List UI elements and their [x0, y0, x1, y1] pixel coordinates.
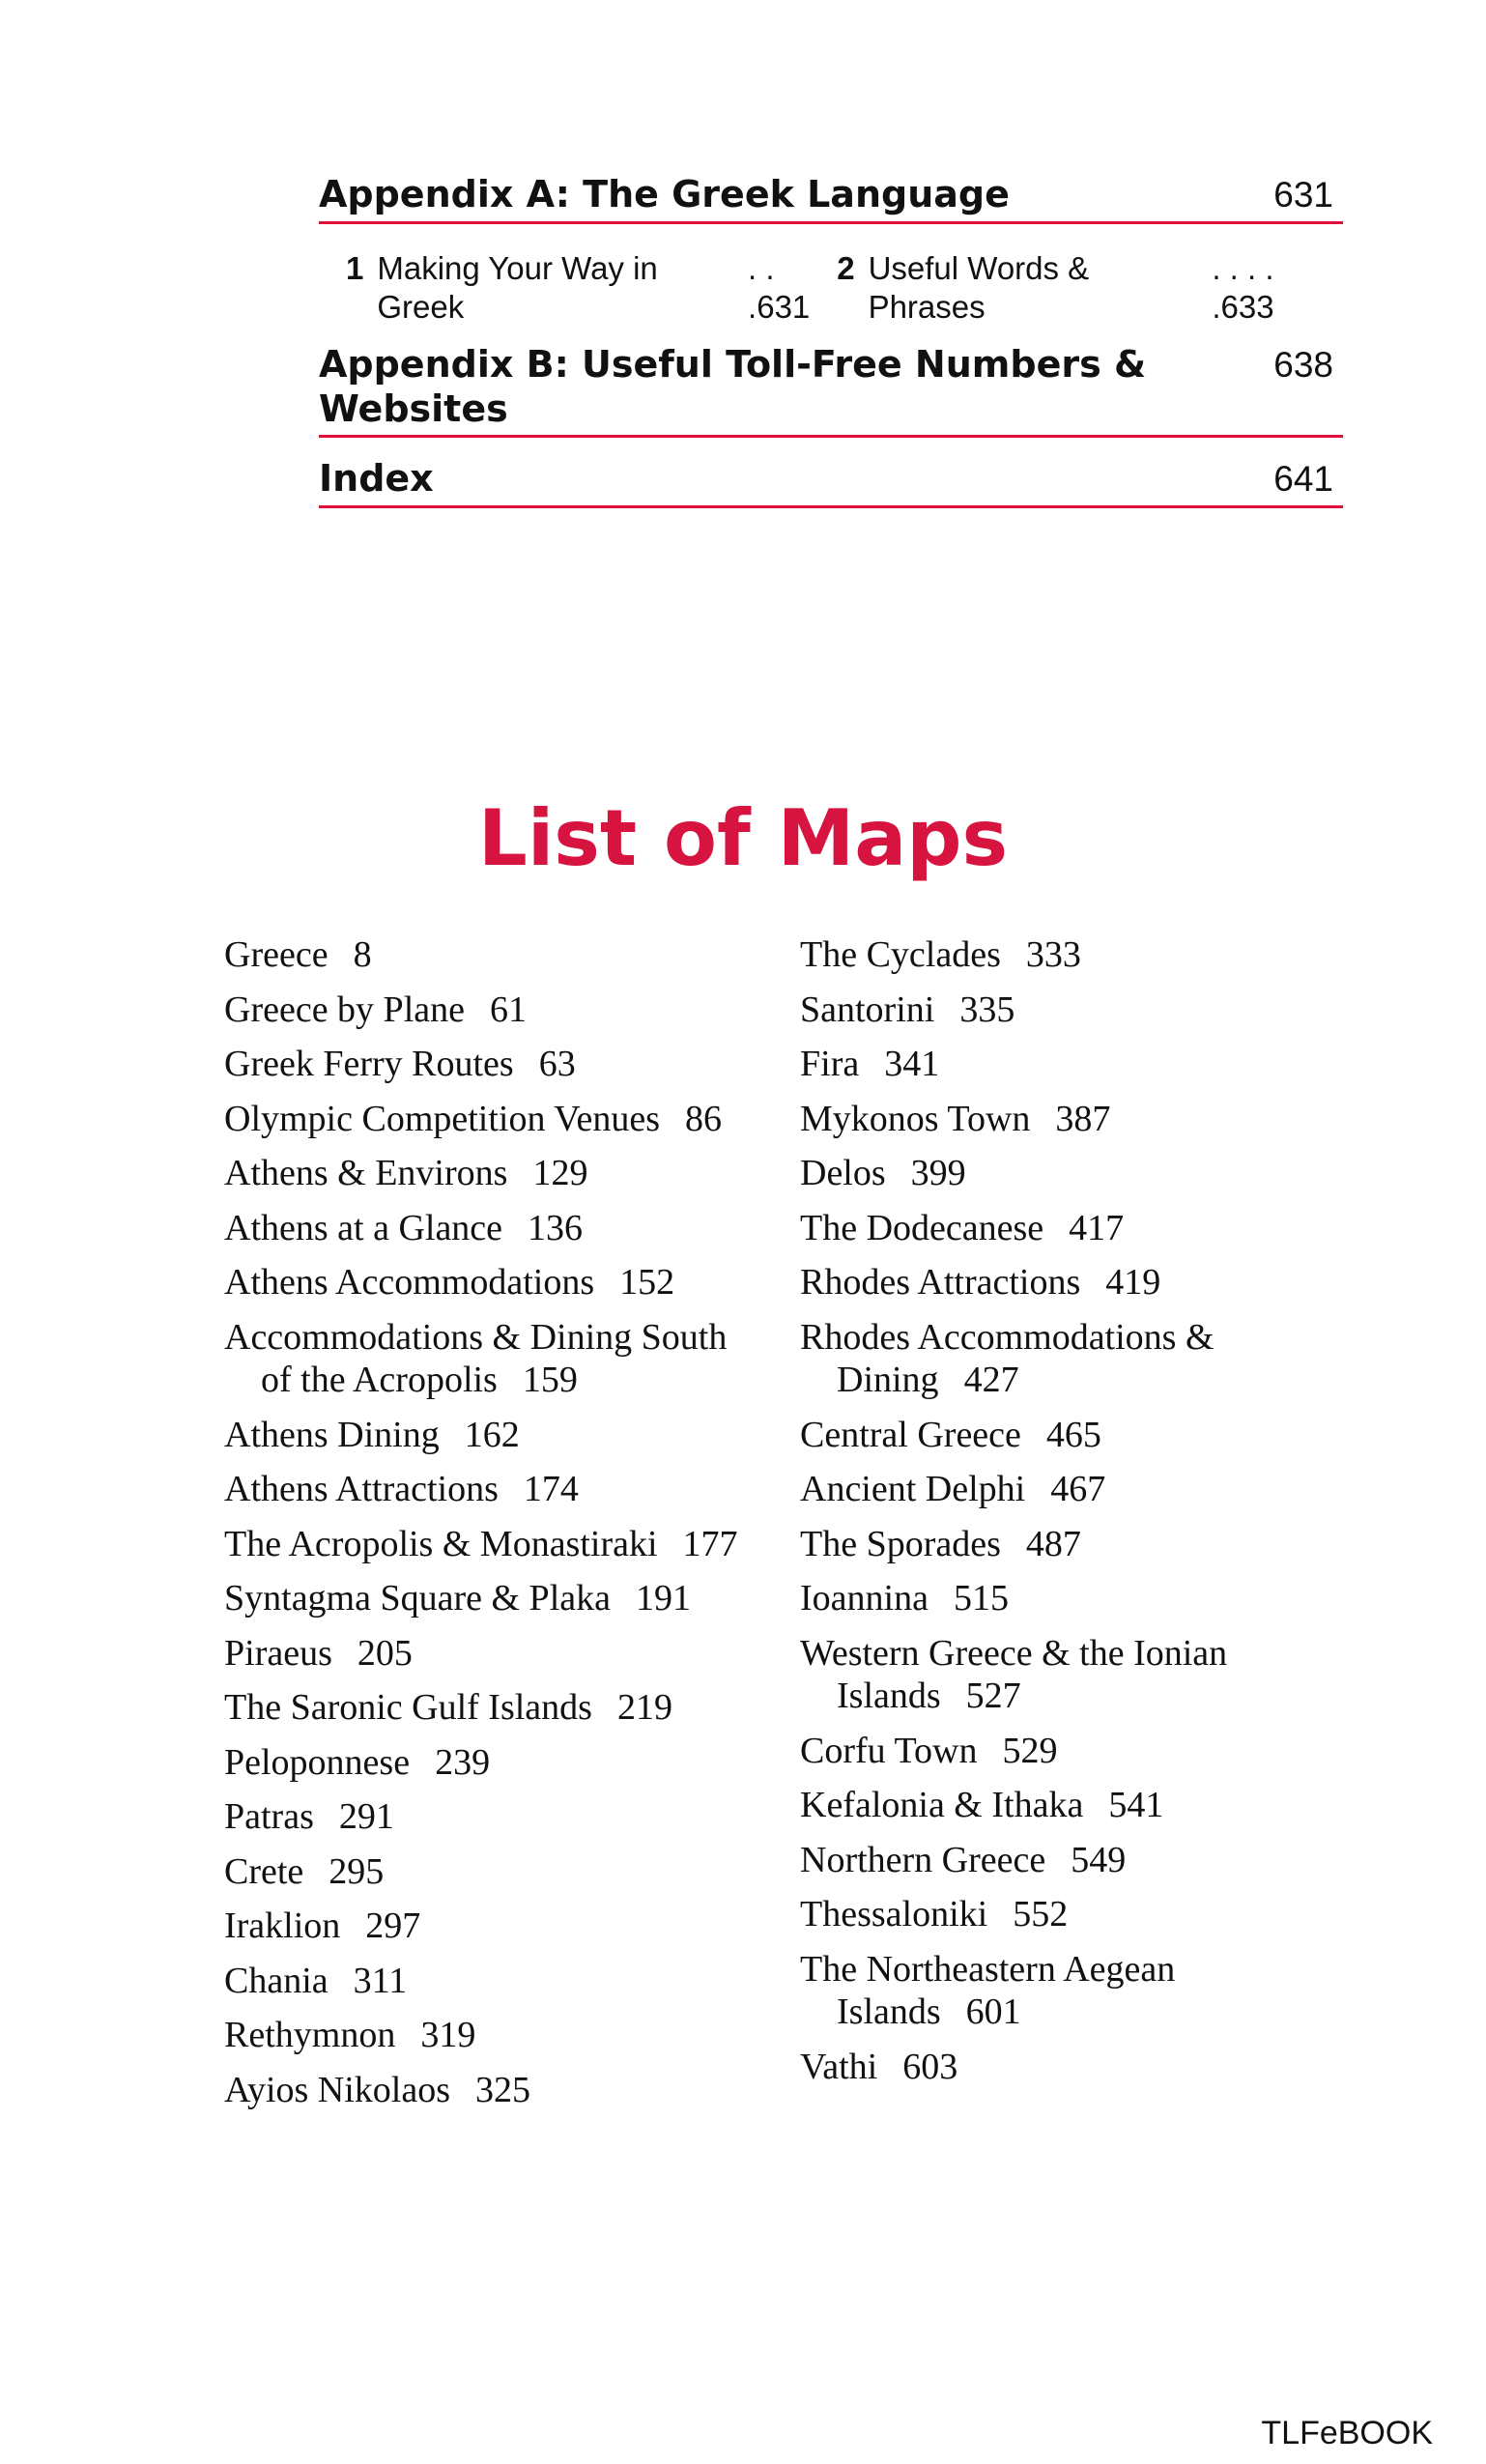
map-page-number: 541 [1108, 1785, 1164, 1825]
map-name: The Sporades [800, 1523, 1001, 1564]
map-page-number: 417 [1069, 1207, 1125, 1248]
map-page-number: 601 [965, 1991, 1021, 2032]
map-list-item[interactable] [800, 1468, 1341, 1511]
toc-sub-page: . . .631 [748, 250, 811, 325]
map-page-number: 136 [528, 1207, 584, 1248]
map-list-item[interactable] [800, 1316, 1341, 1402]
toc-sub-label: Useful Words & Phrases [868, 250, 1090, 325]
map-name: Delos [800, 1153, 886, 1193]
map-list-item[interactable] [224, 1152, 765, 1195]
map-name: Northern Greece [800, 1839, 1046, 1880]
map-name: Mykonos Town [800, 1098, 1031, 1139]
map-list-item[interactable] [800, 1632, 1341, 1718]
map-name: Piraeus [224, 1632, 332, 1674]
toc-sub-page: . . . . .633 [1212, 250, 1274, 325]
toc-title[interactable]: Appendix A: The Greek Language [319, 173, 1010, 215]
map-name: Greek Ferry Routes [224, 1044, 514, 1084]
map-name: Corfu Town [800, 1730, 978, 1771]
map-name: Rethymnon [224, 2015, 396, 2055]
toc-page: 641 [1273, 459, 1333, 499]
map-name: Olympic Competition Venues [224, 1098, 661, 1139]
toc-heading [319, 172, 1343, 224]
map-list-item[interactable] [224, 1261, 765, 1304]
map-page-number: 399 [910, 1153, 966, 1193]
map-list-item[interactable] [224, 2069, 765, 2112]
map-list-item[interactable] [800, 988, 1341, 1032]
toc-subentry[interactable] [837, 249, 1333, 327]
map-page-number: 63 [538, 1044, 576, 1084]
map-name: Greece [224, 934, 329, 975]
map-list-item[interactable] [800, 1523, 1341, 1566]
map-page-number: 86 [685, 1098, 723, 1139]
map-page-number: 295 [329, 1850, 385, 1892]
map-page-number: 311 [353, 1960, 408, 2001]
map-list-item[interactable] [224, 2014, 765, 2057]
toc-heading [319, 342, 1343, 438]
map-name: Vathi [800, 2046, 878, 2087]
map-page-number: 333 [1025, 934, 1081, 975]
map-page-number: 387 [1055, 1098, 1111, 1139]
map-page-number: 239 [435, 1741, 491, 1783]
map-name: Ayios Nikolaos [224, 2069, 451, 2110]
map-list-item[interactable] [224, 1741, 765, 1785]
map-list-item[interactable] [800, 1784, 1341, 1827]
map-list-item[interactable] [224, 1468, 765, 1511]
map-page-number: 341 [884, 1044, 940, 1084]
map-page-number: 527 [965, 1676, 1021, 1716]
map-name: Ioannina [800, 1578, 929, 1619]
map-name: Patras [224, 1796, 314, 1837]
map-list-item[interactable] [800, 1152, 1341, 1195]
map-page-number: 219 [616, 1687, 672, 1728]
toc-sub-label: Making Your Way in Greek [377, 250, 658, 325]
map-page-number: 467 [1050, 1469, 1106, 1509]
toc-appendix-a [319, 172, 1343, 327]
map-page-number: 61 [490, 988, 527, 1030]
map-list-item[interactable] [224, 1960, 765, 2003]
map-page-number: 487 [1025, 1523, 1081, 1564]
map-name: Santorini [800, 988, 935, 1030]
list-of-maps-title: List of Maps [477, 793, 1009, 883]
map-list-item[interactable] [800, 1893, 1341, 1936]
map-page-number: 177 [682, 1523, 738, 1564]
map-list-item[interactable] [224, 933, 765, 977]
map-page-number: 191 [635, 1578, 691, 1619]
map-page-number: 335 [959, 988, 1015, 1030]
toc-page: 631 [1273, 175, 1333, 215]
map-page-number: 205 [357, 1632, 413, 1674]
map-list-item[interactable] [800, 1043, 1341, 1086]
map-list-item[interactable] [800, 1839, 1341, 1882]
map-page-number: 319 [420, 2015, 476, 2055]
map-list-item[interactable] [800, 1948, 1341, 2034]
toc-sub-number: 2 [837, 250, 855, 286]
map-list-item[interactable] [224, 1850, 765, 1894]
map-page-number: 174 [523, 1469, 579, 1509]
map-name: Crete [224, 1850, 304, 1892]
map-list-item[interactable] [800, 1207, 1341, 1250]
map-page-number: 515 [953, 1578, 1009, 1619]
map-list-item[interactable] [800, 1261, 1341, 1304]
map-name: The Saronic Gulf Islands [224, 1687, 592, 1728]
map-page-number: 529 [1002, 1730, 1058, 1771]
map-name: Ancient Delphi [800, 1469, 1026, 1509]
toc-subentry[interactable] [346, 249, 837, 327]
map-name: Peloponnese [224, 1741, 411, 1783]
map-list-item[interactable] [224, 1043, 765, 1086]
map-list-item[interactable] [224, 1905, 765, 1948]
map-name: Thessaloniki [800, 1894, 988, 1934]
map-page-number: 297 [365, 1905, 421, 1946]
map-page-number: 8 [353, 934, 372, 975]
map-list-item[interactable] [800, 1577, 1341, 1620]
toc-sub-number: 1 [346, 250, 364, 286]
map-name: Rhodes Attractions [800, 1262, 1081, 1303]
map-name: Greece by Plane [224, 988, 465, 1030]
map-name: Athens Dining [224, 1414, 440, 1455]
map-page-number: 129 [532, 1153, 588, 1193]
map-list-item[interactable] [800, 1730, 1341, 1773]
map-list-item[interactable] [224, 1414, 765, 1457]
map-list-item[interactable] [224, 1098, 765, 1141]
toc-subentries [319, 249, 1343, 327]
map-name: Syntagma Square & Plaka [224, 1578, 611, 1619]
map-name: Accommodations & Dining South of the Acropolis [224, 1316, 728, 1400]
map-list-item[interactable] [224, 1316, 765, 1402]
map-name: Iraklion [224, 1905, 341, 1946]
toc-title[interactable]: Appendix B: Useful Toll-Free Numbers & Websites [319, 343, 1147, 430]
map-list-item[interactable] [800, 1414, 1341, 1457]
map-page-number: 159 [522, 1360, 578, 1400]
map-name: Athens Accommodations [224, 1262, 595, 1303]
map-list-item[interactable] [224, 1686, 765, 1730]
map-page-number: 465 [1045, 1414, 1101, 1455]
map-page-number: 162 [464, 1414, 520, 1455]
map-list-item[interactable] [224, 988, 765, 1032]
map-page-number: 152 [619, 1262, 675, 1303]
toc-index [319, 456, 1343, 508]
map-page-number: 419 [1105, 1262, 1161, 1303]
maps-list-right [800, 933, 1341, 2100]
map-name: The Cyclades [800, 934, 1001, 975]
map-page-number: 549 [1071, 1839, 1127, 1880]
map-list-item[interactable] [224, 1207, 765, 1250]
map-list-item[interactable] [224, 1632, 765, 1676]
map-list-item[interactable] [224, 1795, 765, 1839]
toc-heading [319, 456, 1343, 508]
map-list-item[interactable] [224, 1523, 765, 1566]
map-page-number: 603 [902, 2046, 958, 2087]
map-name: Athens at a Glance [224, 1207, 503, 1248]
toc-page: 638 [1273, 345, 1333, 385]
map-name: Rhodes Accommodations & Dining [800, 1316, 1215, 1400]
map-name: Chania [224, 1960, 329, 2001]
map-name: Central Greece [800, 1414, 1021, 1455]
map-page-number: 552 [1013, 1894, 1069, 1934]
toc-appendix-b [319, 342, 1343, 438]
map-name: Athens Attractions [224, 1469, 499, 1509]
map-name: The Acropolis & Monastiraki [224, 1523, 658, 1564]
map-page-number: 427 [963, 1360, 1019, 1400]
map-list-item[interactable] [800, 1098, 1341, 1141]
map-name: Kefalonia & Ithaka [800, 1785, 1084, 1825]
footer-watermark: TLFeBOOK [1261, 2415, 1433, 2451]
toc-title[interactable]: Index [319, 457, 434, 500]
map-list-item[interactable] [800, 2046, 1341, 2089]
map-name: The Dodecanese [800, 1207, 1044, 1248]
map-name: The Northeastern Aegean Islands [800, 1948, 1176, 2032]
map-name: Athens & Environs [224, 1153, 508, 1193]
map-name: Western Greece & the Ionian Islands [800, 1632, 1228, 1716]
maps-list-left [224, 933, 765, 2123]
map-list-item[interactable] [800, 933, 1341, 977]
map-page-number: 325 [475, 2069, 531, 2110]
map-list-item[interactable] [224, 1577, 765, 1620]
map-page-number: 291 [338, 1796, 394, 1837]
map-name: Fira [800, 1044, 860, 1084]
